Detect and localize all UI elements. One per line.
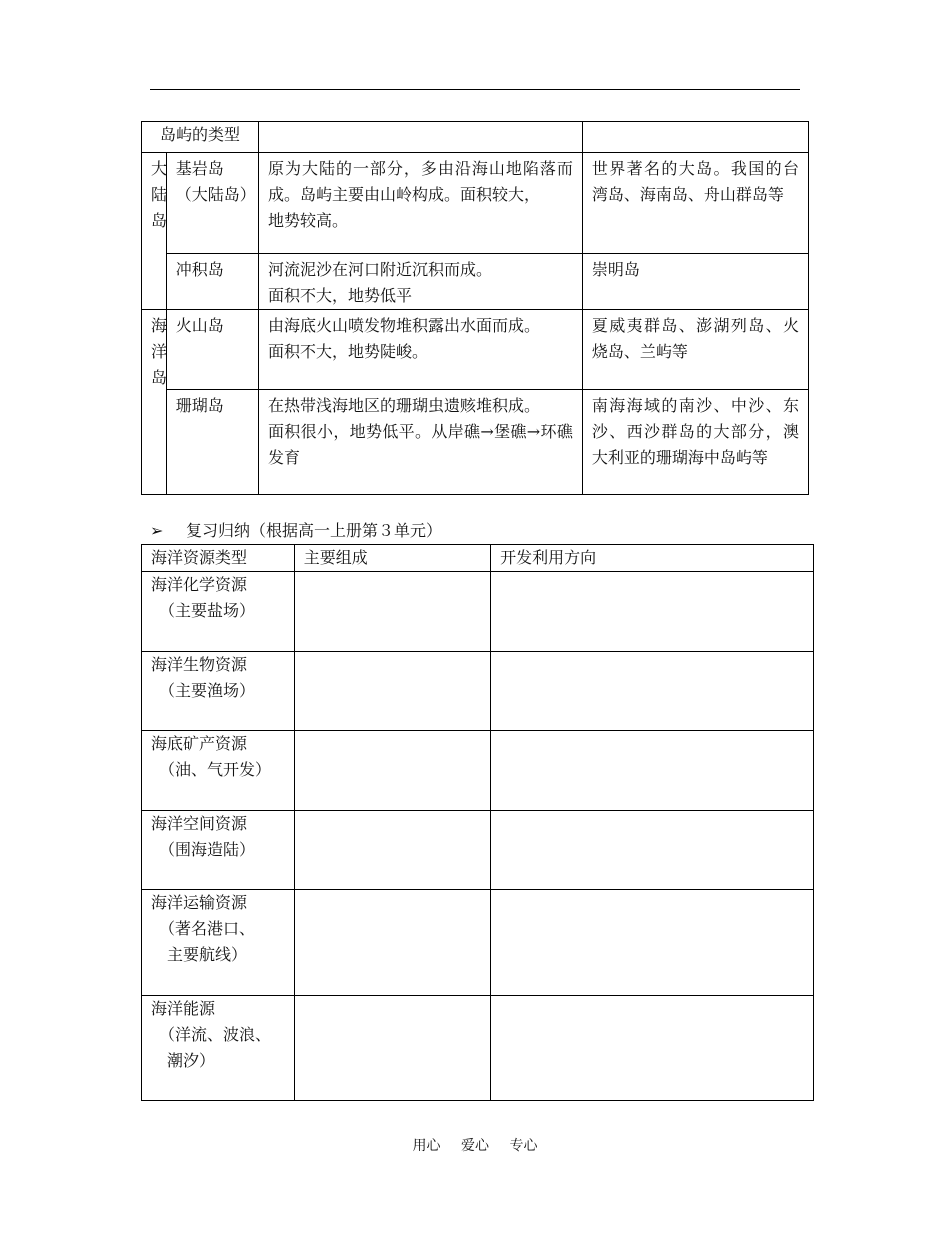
- examples-cell: 夏威夷群岛、澎湖列岛、火烧岛、兰屿等: [582, 310, 808, 390]
- resource-type-cell: [142, 996, 295, 1101]
- table-row: [142, 254, 809, 310]
- resource-note: （著名港口、: [159, 919, 256, 938]
- category-cell: [142, 153, 167, 310]
- table-row: [142, 652, 814, 731]
- review-title-text: 复习归纳（根据高一上册第３单元）: [186, 521, 443, 540]
- column-header: 开发利用方向: [491, 545, 814, 572]
- resource-name: 海洋能源: [151, 999, 216, 1018]
- ocean-resources-table: [141, 544, 814, 1101]
- table-row: [142, 153, 809, 254]
- development-cell[interactable]: [491, 731, 814, 811]
- resource-note: 潮汐）: [167, 1051, 216, 1070]
- formation-line: 面积不大，地势低平: [267, 286, 412, 305]
- examples-cell: 崇明岛: [582, 254, 808, 310]
- type-cell: 冲积岛: [166, 254, 258, 310]
- type-cell: 火山岛: [166, 310, 258, 390]
- table-row: [142, 572, 814, 652]
- formation-cell: [258, 310, 582, 390]
- footer-text: 爱心: [461, 1138, 489, 1154]
- resource-name: 海洋运输资源: [151, 893, 248, 912]
- island-type: 基岩岛: [175, 159, 224, 178]
- resource-note: 主要航线）: [167, 945, 248, 964]
- formation-line: 面积很小，地势低平。从岸礁→堡礁→环礁发育: [267, 422, 573, 467]
- composition-cell[interactable]: [294, 996, 490, 1101]
- resource-note: （油、气开发）: [159, 760, 272, 779]
- examples-cell: 南海海域的南沙、中沙、东沙、西沙群岛的大部分，澳大利亚的珊瑚海中岛屿等: [582, 390, 808, 495]
- resource-type-cell: [142, 811, 295, 890]
- formation-line: 面积不大，地势陡峻。: [267, 342, 428, 361]
- formation-cell: [258, 153, 582, 254]
- formation-line: 原为大陆的一部分，多由沿海山地陷落而成。岛屿主要由山岭构成。面积较大，: [267, 159, 573, 204]
- resource-note: （主要渔场）: [159, 681, 256, 700]
- page-footer: [0, 1135, 950, 1155]
- resource-note: （围海造陆）: [159, 840, 256, 859]
- resource-table-header-row: [142, 545, 814, 572]
- composition-cell[interactable]: [294, 811, 490, 890]
- composition-cell[interactable]: [294, 731, 490, 811]
- examples-header-empty: [582, 122, 808, 153]
- island-table-header-row: [142, 122, 809, 153]
- review-section-title: [150, 518, 442, 544]
- resource-name: 海底矿产资源: [151, 734, 248, 753]
- formation-line: 由海底火山喷发物堆积露出水面而成。: [267, 316, 540, 335]
- type-cell: 珊瑚岛: [166, 390, 258, 495]
- resource-type-cell: [142, 652, 295, 731]
- resource-type-cell: [142, 890, 295, 996]
- examples-cell: 世界著名的大岛。我国的台湾岛、海南岛、舟山群岛等: [582, 153, 808, 254]
- footer-text: 专心: [509, 1138, 538, 1154]
- category-cell: [142, 310, 167, 495]
- resource-name: 海洋空间资源: [151, 814, 248, 833]
- resource-type-cell: [142, 731, 295, 811]
- formation-cell: [258, 254, 582, 310]
- footer-text: 用心: [412, 1138, 441, 1154]
- composition-cell[interactable]: [294, 572, 490, 652]
- island-category: 海洋岛: [151, 316, 168, 387]
- column-header: 海洋资源类型: [142, 545, 295, 572]
- development-cell[interactable]: [491, 996, 814, 1101]
- column-header: 主要组成: [294, 545, 490, 572]
- development-cell[interactable]: [491, 890, 814, 996]
- formation-line: 河流泥沙在河口附近沉积而成。: [267, 260, 492, 279]
- island-types-table: [141, 121, 809, 495]
- header-rule: [150, 89, 800, 90]
- type-cell: [166, 153, 258, 254]
- development-cell[interactable]: [491, 811, 814, 890]
- formation-header-empty: [258, 122, 582, 153]
- resource-name: 海洋化学资源: [151, 575, 248, 594]
- formation-cell: [258, 390, 582, 495]
- bullet-arrow-icon: ➢: [150, 521, 164, 540]
- table-row: [142, 890, 814, 996]
- resource-note: （主要盐场）: [159, 601, 256, 620]
- table-row: [142, 996, 814, 1101]
- island-subtype: （大陆岛）: [175, 185, 256, 204]
- formation-line: 地势较高。: [267, 211, 348, 230]
- formation-line: 在热带浅海地区的珊瑚虫遗赅堆积成。: [267, 396, 540, 415]
- island-category: 大陆岛: [151, 159, 168, 230]
- resource-note: （洋流、波浪、: [159, 1025, 272, 1044]
- island-types-header: 岛屿的类型: [142, 122, 259, 153]
- resource-type-cell: [142, 572, 295, 652]
- table-row: [142, 310, 809, 390]
- table-row: [142, 731, 814, 811]
- table-row: [142, 811, 814, 890]
- composition-cell[interactable]: [294, 890, 490, 996]
- table-row: [142, 390, 809, 495]
- resource-name: 海洋生物资源: [151, 655, 248, 674]
- development-cell[interactable]: [491, 652, 814, 731]
- development-cell[interactable]: [491, 572, 814, 652]
- composition-cell[interactable]: [294, 652, 490, 731]
